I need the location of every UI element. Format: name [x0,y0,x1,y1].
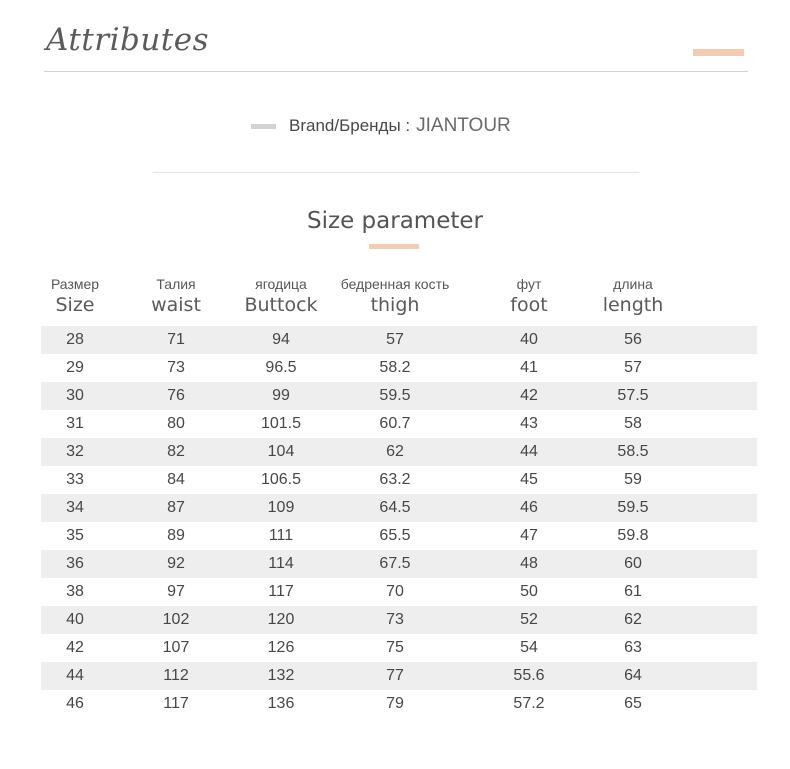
table-cell: 62 [386,443,404,460]
table-cell: 63.2 [379,471,411,488]
table-cell: 77 [386,667,404,684]
table-cell: 32 [66,443,84,460]
column-header-en: Size [55,294,95,316]
table-cell: 112 [163,667,189,684]
table-cell: 92 [167,555,185,572]
table-cell: 89 [167,527,185,544]
table-cell: 114 [268,555,294,572]
size-parameter-title: Size parameter [307,208,483,234]
table-cell: 65.5 [379,527,411,544]
table-cell: 102 [162,611,190,628]
table-cell: 57 [386,331,404,348]
table-row [41,326,757,354]
table-cell: 55.6 [513,667,545,684]
table-cell: 57 [624,359,642,376]
table-cell: 109 [267,499,295,516]
brand-divider [153,172,639,173]
table-cell: 33 [66,471,84,488]
column-header-en: Buttock [244,294,318,316]
table-cell: 70 [386,583,404,600]
size-parameter-accent-bar [369,244,419,249]
table-cell: 117 [163,695,189,712]
table-cell: 28 [66,331,84,348]
table-cell: 38 [66,583,84,600]
table-cell: 45 [520,471,538,488]
column-header [330,275,460,317]
table-cell: 30 [66,387,84,404]
table-cell: 106.5 [260,471,302,488]
table-cell: 54 [520,639,538,656]
column-header-en: thigh [370,294,420,316]
table-cell: 120 [267,611,295,628]
table-cell: 36 [66,555,84,572]
table-cell: 46 [520,499,538,516]
table-cell: 44 [520,443,538,460]
table-cell: 63 [624,639,642,656]
table-cell: 104 [267,443,295,460]
table-cell: 42 [66,639,84,656]
column-header-ru: бедренная кость [340,276,450,292]
table-cell: 75 [386,639,404,656]
table-row [41,494,757,522]
table-cell: 59.8 [617,527,649,544]
attributes-divider [44,71,748,72]
table-cell: 43 [520,415,538,432]
table-cell: 64 [624,667,642,684]
table-cell: 111 [268,527,294,544]
table-cell: 34 [66,499,84,516]
table-cell: 62 [624,611,642,628]
table-cell: 57.5 [617,387,649,404]
table-cell: 117 [268,583,294,600]
column-header-ru: длина [613,276,653,292]
table-cell: 58.2 [379,359,411,376]
table-cell: 79 [386,695,404,712]
table-cell: 126 [267,639,295,656]
column-header [568,275,698,317]
table-cell: 40 [520,331,538,348]
table-cell: 59 [624,471,642,488]
table-cell: 84 [167,471,185,488]
column-header [216,275,346,317]
table-cell: 44 [66,667,84,684]
table-cell: 80 [167,415,185,432]
table-cell: 65 [624,695,642,712]
attributes-accent-bar [693,49,744,56]
table-row [41,382,757,410]
table-cell: 97 [167,583,185,600]
table-cell: 58 [624,415,642,432]
table-cell: 64.5 [379,499,411,516]
table-cell: 87 [167,499,185,516]
table-row [41,578,757,606]
column-header-en: foot [510,294,548,316]
table-cell: 40 [66,611,84,628]
table-cell: 82 [167,443,185,460]
table-row [41,438,757,466]
table-row [41,410,757,438]
table-cell: 58.5 [617,443,649,460]
column-header-en: waist [151,294,201,316]
attributes-title: Attributes [46,22,210,58]
size-table-body [41,326,757,718]
table-cell: 76 [167,387,185,404]
table-cell: 56 [624,331,642,348]
table-cell: 96.5 [265,359,297,376]
table-cell: 99 [272,387,290,404]
brand-row [289,115,511,137]
table-cell: 46 [66,695,84,712]
table-row [41,634,757,662]
table-row [41,550,757,578]
table-cell: 41 [520,359,538,376]
brand-dash-icon [251,124,276,129]
table-row [41,466,757,494]
table-cell: 60 [624,555,642,572]
table-row [41,522,757,550]
table-cell: 48 [520,555,538,572]
table-cell: 73 [167,359,185,376]
table-cell: 71 [167,331,185,348]
table-cell: 31 [66,415,84,432]
table-cell: 59.5 [379,387,411,404]
table-cell: 94 [272,331,290,348]
table-row [41,690,757,718]
table-cell: 67.5 [379,555,411,572]
brand-value: JIANTOUR [416,115,511,136]
column-header-ru: Размер [50,276,100,292]
table-cell: 132 [267,667,295,684]
table-cell: 107 [162,639,190,656]
table-cell: 29 [66,359,84,376]
table-cell: 73 [386,611,404,628]
table-cell: 60.7 [379,415,411,432]
table-cell: 35 [66,527,84,544]
column-header-en: length [602,294,664,316]
brand-label: Brand/Бренды : [289,116,411,135]
table-cell: 42 [520,387,538,404]
table-cell: 59.5 [617,499,649,516]
column-header-ru: ягодица [255,276,307,292]
table-cell: 136 [267,695,295,712]
table-row [41,606,757,634]
table-cell: 52 [520,611,538,628]
table-cell: 50 [520,583,538,600]
table-cell: 57.2 [513,695,545,712]
table-row [41,662,757,690]
table-cell: 61 [624,583,642,600]
table-cell: 47 [520,527,538,544]
column-header-ru: фут [516,276,542,292]
table-cell: 101.5 [260,415,302,432]
table-row [41,354,757,382]
column-header-ru: Талия [156,276,196,292]
